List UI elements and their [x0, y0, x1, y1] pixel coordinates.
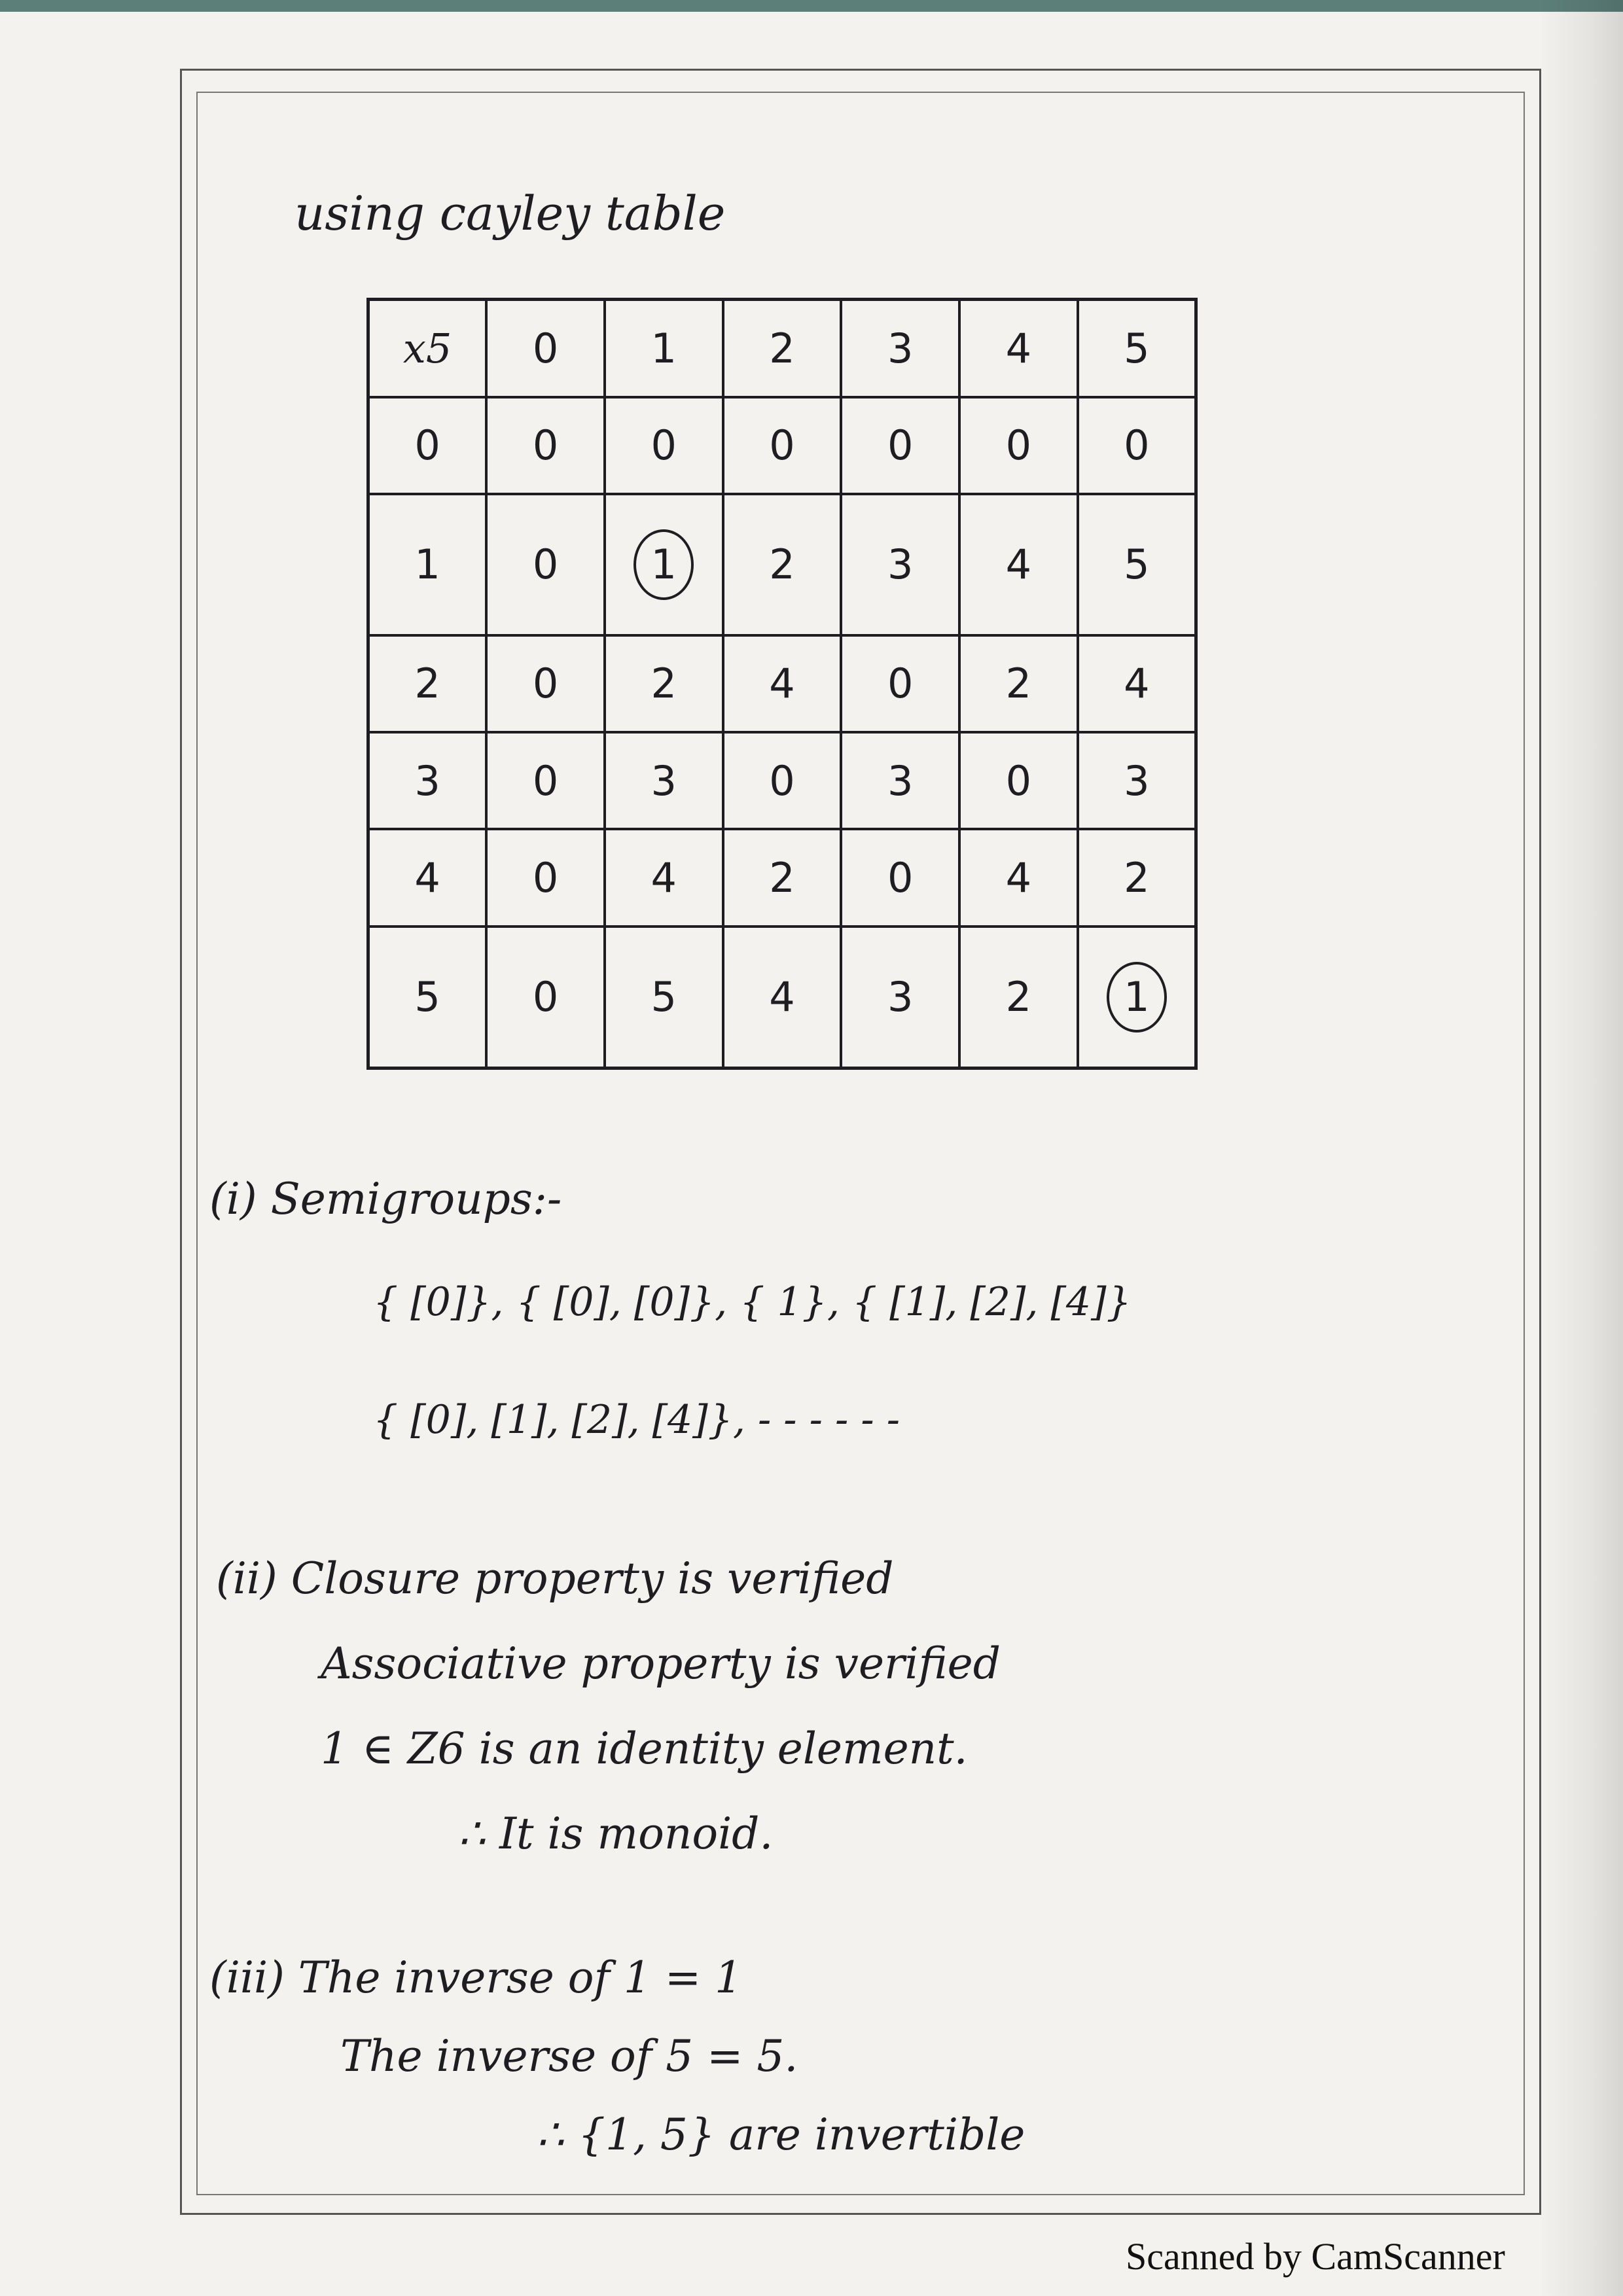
table-cell: 0 — [841, 397, 959, 494]
table-cell: 2 — [1078, 829, 1196, 926]
table-operator: x5 — [368, 300, 487, 397]
table-cell: 3 — [841, 732, 959, 829]
table-cell: 3 — [1078, 732, 1196, 829]
table-cell: 0 — [486, 927, 605, 1069]
table-cell: 4 — [605, 829, 723, 926]
table-row-label: 5 — [368, 927, 487, 1069]
monoid-conclusion: ∴ It is monoid. — [458, 1809, 774, 1859]
background-strip — [0, 0, 1623, 12]
table-cell: 0 — [605, 397, 723, 494]
table-header-cell: 3 — [841, 300, 959, 397]
semigroups-line-2: { [0], [1], [2], [4]}, - - - - - - — [373, 1397, 900, 1443]
table-cell: 2 — [959, 635, 1078, 732]
table-header-cell: 2 — [723, 300, 842, 397]
table-row — [368, 829, 1196, 926]
table-cell: 4 — [723, 927, 842, 1069]
table-cell: 3 — [841, 927, 959, 1069]
table-cell: 0 — [486, 829, 605, 926]
table-cell: 4 — [723, 635, 842, 732]
table-row — [368, 494, 1196, 635]
identity-statement: 1 ∈ Z6 is an identity element. — [321, 1723, 968, 1774]
table-row — [368, 397, 1196, 494]
table-row-label: 0 — [368, 397, 487, 494]
table-cell: 0 — [841, 635, 959, 732]
table-cell: 2 — [605, 635, 723, 732]
table-cell: 0 — [486, 635, 605, 732]
table-cell: 0 — [841, 829, 959, 926]
associative-statement: Associative property is verified — [321, 1638, 1001, 1689]
table-cell: 4 — [959, 829, 1078, 926]
table-cell: 0 — [1078, 397, 1196, 494]
table-cell: 2 — [723, 829, 842, 926]
heading: using cayley table — [294, 186, 726, 241]
table-cell: 0 — [959, 397, 1078, 494]
closure-statement: (ii) Closure property is verified — [216, 1553, 894, 1604]
inverse-of-one: (iii) The inverse of 1 = 1 — [209, 1952, 743, 2003]
table-cell-circled — [1078, 927, 1196, 1069]
table-row — [368, 635, 1196, 732]
table-header-cell: 1 — [605, 300, 723, 397]
table-cell: 4 — [959, 494, 1078, 635]
table-row-label: 2 — [368, 635, 487, 732]
table-header-cell: 4 — [959, 300, 1078, 397]
inverse-of-five: The inverse of 5 = 5. — [340, 2031, 798, 2081]
invertible-conclusion: ∴ {1, 5} are invertible — [537, 2110, 1026, 2160]
table-cell: 4 — [1078, 635, 1196, 732]
semigroups-title: (i) Semigroups:- — [209, 1174, 562, 1224]
table-row — [368, 927, 1196, 1069]
table-cell: 2 — [723, 494, 842, 635]
table-cell: 0 — [959, 732, 1078, 829]
cayley-table — [366, 298, 1198, 1070]
scanner-watermark: Scanned by CamScanner — [1126, 2235, 1505, 2278]
table-header-row — [368, 300, 1196, 397]
table-row-label: 1 — [368, 494, 487, 635]
table-cell-circled — [605, 494, 723, 635]
table-cell: 3 — [605, 732, 723, 829]
page-shadow — [1538, 0, 1623, 2296]
circled-identity-value: 1 — [1107, 962, 1167, 1033]
table-cell: 5 — [1078, 494, 1196, 635]
table-cell: 0 — [723, 732, 842, 829]
table-row-label: 4 — [368, 829, 487, 926]
table-cell: 3 — [841, 494, 959, 635]
table-cell: 0 — [486, 397, 605, 494]
table-cell: 0 — [723, 397, 842, 494]
table-cell: 0 — [486, 732, 605, 829]
circled-identity-value: 1 — [633, 529, 694, 600]
table-header-cell: 0 — [486, 300, 605, 397]
semigroups-line-1: { [0]}, { [0], [0]}, { 1}, { [1], [2], [4]} — [373, 1279, 1132, 1325]
table-cell: 2 — [959, 927, 1078, 1069]
table-row — [368, 732, 1196, 829]
table-cell: 0 — [486, 494, 605, 635]
table-row-label: 3 — [368, 732, 487, 829]
table-header-cell: 5 — [1078, 300, 1196, 397]
table-cell: 5 — [605, 927, 723, 1069]
